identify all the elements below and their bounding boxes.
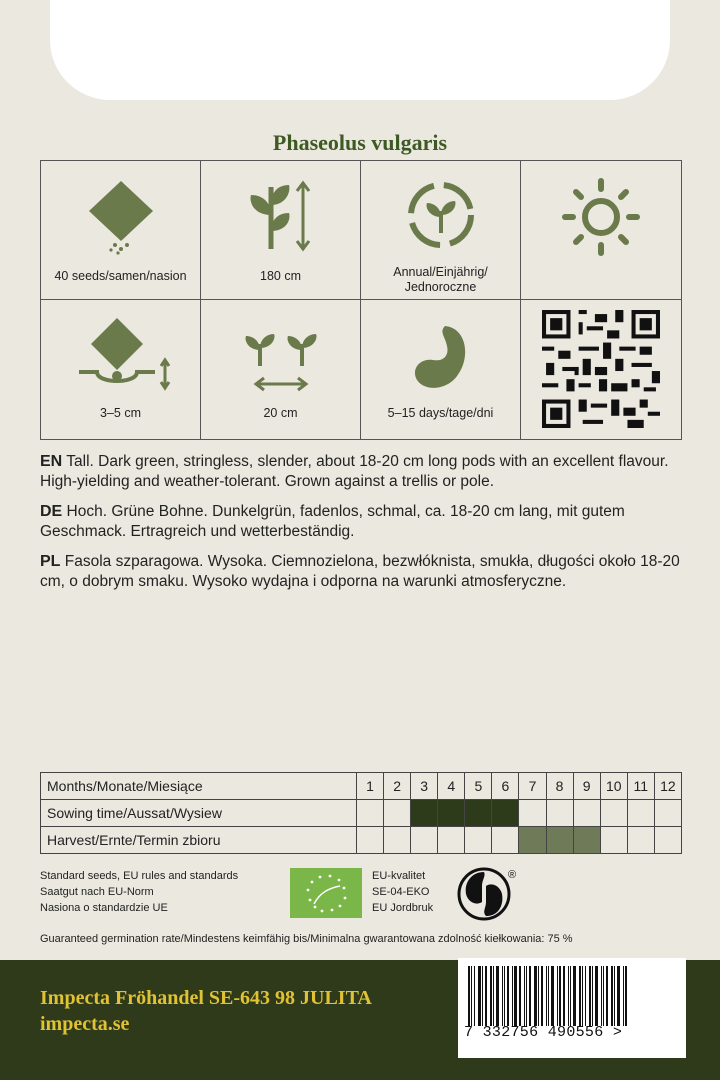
- harvest-row: [41, 827, 682, 854]
- harvest-label: Harvest/Ernte/Termin zbioru: [41, 827, 357, 854]
- icon-grid: [40, 160, 682, 440]
- sowing-month-cell: [600, 800, 627, 827]
- harvest-month-cell: [465, 827, 492, 854]
- sowing-month-cell: [492, 800, 519, 827]
- barcode-bar: [603, 966, 604, 1026]
- sowing-row: [41, 800, 682, 827]
- barcode-bar: [595, 966, 598, 1026]
- barcode-bar: [582, 966, 583, 1026]
- sowing-month-cell: [356, 800, 383, 827]
- hang-hole-cutout: [50, 0, 670, 100]
- sowing-month-cell: [627, 800, 654, 827]
- spacing-cell: [201, 300, 361, 439]
- harvest-month-cell: [384, 827, 411, 854]
- plant-height-icon: [241, 175, 321, 255]
- barcode-bar: [568, 966, 569, 1026]
- barcode-bar: [519, 966, 521, 1026]
- sowing-month-cell: [384, 800, 411, 827]
- barcode-bar: [474, 966, 475, 1026]
- germination-cell: [361, 300, 521, 439]
- barcode-bar: [589, 966, 591, 1026]
- annual-cycle-icon: [401, 175, 481, 255]
- barcode-bar: [485, 966, 487, 1026]
- harvest-month-cell: [627, 827, 654, 854]
- barcode-bar: [563, 966, 565, 1026]
- lang-code-pl: PL: [40, 553, 61, 570]
- plant-spacing-icon: [236, 314, 326, 394]
- month-cell: 1: [356, 773, 383, 800]
- lifecycle-label-2: Jednoroczne: [404, 280, 477, 294]
- eu-organic-line-3: EU Jordbruk: [372, 902, 434, 914]
- barcode-bar: [617, 966, 620, 1026]
- harvest-month-cell: [519, 827, 546, 854]
- height-cell: [201, 161, 361, 300]
- barcode-bar: [514, 966, 517, 1026]
- lifecycle-cell: [361, 161, 521, 300]
- month-cell: 5: [465, 773, 492, 800]
- barcode-bar: [614, 966, 615, 1026]
- barcode-bar: [625, 966, 627, 1026]
- barcode-bar: [478, 966, 481, 1026]
- barcode-bar: [524, 966, 525, 1026]
- harvest-month-cell: [573, 827, 600, 854]
- barcode-bar: [548, 966, 549, 1026]
- barcode-bar: [490, 966, 492, 1026]
- barcode-number: 7 332756 490556 >: [464, 1024, 623, 1041]
- company-info: [40, 985, 372, 1037]
- barcode-bar: [570, 966, 571, 1026]
- description-en: [40, 452, 680, 492]
- barcode-bars: [468, 966, 676, 1026]
- latin-name: Phaseolus vulgaris: [272, 130, 448, 155]
- month-cell: 6: [492, 773, 519, 800]
- months-header: Months/Monate/Miesiące: [41, 773, 357, 800]
- sun-icon: [559, 175, 643, 259]
- description-pl-text: Fasola szparagowa. Wysoka. Ciemnozielona, bezwłóknista, smukła, długości około 18-20 cm, o dobrym smaku. Wysoko wydajna i odporna na warunki atmosferyczne.: [40, 553, 680, 590]
- height-label: 180 cm: [260, 269, 301, 283]
- barcode-bar: [504, 966, 505, 1026]
- standards-text: [40, 868, 238, 916]
- lifecycle-label-1: Annual/Einjährig/: [393, 265, 488, 279]
- description-de-text: Hoch. Grüne Bohne. Dunkelgrün, fadenlos, schmal, ca. 18-20 cm lang, mit gutem Geschmack. Ertragreich und wetterbeständig.: [40, 503, 625, 540]
- description-en-text: Tall. Dark green, stringless, slender, about 18-20 cm long pods with an excellent flavour. High-yielding and weather-tolerant. Grown against a trellis or pole.: [40, 453, 669, 490]
- depth-label: 3–5 cm: [100, 406, 141, 420]
- seeds-cell: [41, 161, 201, 300]
- sowing-label: Sowing time/Aussat/Wysiew: [41, 800, 357, 827]
- month-cell: 12: [654, 773, 681, 800]
- barcode-bar: [601, 966, 602, 1026]
- month-cell: 7: [519, 773, 546, 800]
- germinating-seed-icon: [401, 314, 481, 398]
- harvest-month-cell: [356, 827, 383, 854]
- barcode-bar: [585, 966, 586, 1026]
- germination-rate: Guaranteed germination rate/Mindestens keimfähig bis/Minimalna gwarantowana zdolność kiełkowania: 75 %: [40, 933, 573, 945]
- barcode-bar: [507, 966, 509, 1026]
- month-cell: 4: [438, 773, 465, 800]
- month-cell: 10: [600, 773, 627, 800]
- eu-organic-line-2: SE-04-EKO: [372, 886, 430, 898]
- harvest-month-cell: [438, 827, 465, 854]
- sowing-month-cell: [411, 800, 438, 827]
- barcode-bar: [468, 966, 470, 1026]
- barcode-bar: [592, 966, 593, 1026]
- barcode-bar: [496, 966, 499, 1026]
- month-cell: 2: [384, 773, 411, 800]
- barcode-bar: [557, 966, 558, 1026]
- sowing-month-cell: [546, 800, 573, 827]
- month-cell: 8: [546, 773, 573, 800]
- sowing-calendar: [40, 772, 682, 854]
- lang-code-de: DE: [40, 503, 63, 520]
- calendar-header-row: [41, 773, 682, 800]
- harvest-month-cell: [492, 827, 519, 854]
- month-cell: 9: [573, 773, 600, 800]
- barcode-bar: [546, 966, 547, 1026]
- seed-packet-icon: [81, 175, 161, 255]
- sowing-month-cell: [465, 800, 492, 827]
- sowing-month-cell: [573, 800, 600, 827]
- barcode-bar: [512, 966, 513, 1026]
- harvest-month-cell: [411, 827, 438, 854]
- barcode-bar: [623, 966, 624, 1026]
- description-pl: [40, 552, 680, 592]
- harvest-month-cell: [600, 827, 627, 854]
- company-address: Impecta Fröhandel SE-643 98 JULITA: [40, 987, 372, 1009]
- sowing-depth-icon: [71, 314, 171, 394]
- barcode-bar: [541, 966, 543, 1026]
- seeds-label: 40 seeds/samen/nasion: [54, 269, 187, 283]
- barcode-bar: [534, 966, 537, 1026]
- barcode-bar: [559, 966, 561, 1026]
- svg-text:®: ®: [508, 869, 517, 881]
- germination-label: 5–15 days/tage/dni: [387, 406, 494, 420]
- eu-organic-text: [372, 868, 433, 916]
- barcode-bar: [538, 966, 539, 1026]
- standards-line-2: Saatgut nach EU-Norm: [40, 886, 154, 898]
- barcode-bar: [611, 966, 613, 1026]
- sun-cell: [521, 161, 681, 300]
- standards-line-3: Nasiona o standardzie UE: [40, 902, 168, 914]
- depth-cell: [41, 300, 201, 439]
- barcode-bar: [529, 966, 531, 1026]
- barcode-bar: [606, 966, 608, 1026]
- barcode-bar: [493, 966, 494, 1026]
- standards-line-1: Standard seeds, EU rules and standards: [40, 870, 239, 882]
- qr-cell: [521, 300, 681, 439]
- month-cell: 11: [627, 773, 654, 800]
- description-de: [40, 502, 680, 542]
- month-cell: 3: [411, 773, 438, 800]
- harvest-month-cell: [546, 827, 573, 854]
- barcode-bar: [471, 966, 472, 1026]
- eu-organic-leaf-logo: [290, 868, 362, 918]
- qr-code-icon[interactable]: [542, 310, 660, 428]
- lang-code-en: EN: [40, 453, 63, 470]
- harvest-month-cell: [654, 827, 681, 854]
- sowing-month-cell: [519, 800, 546, 827]
- barcode-bar: [579, 966, 581, 1026]
- barcode-bar: [502, 966, 503, 1026]
- green-dot-recycling-icon: [456, 866, 522, 922]
- sowing-month-cell: [438, 800, 465, 827]
- barcode-bar: [573, 966, 576, 1026]
- barcode-bar: [482, 966, 483, 1026]
- eu-organic-line-1: EU-kvalitet: [372, 870, 426, 882]
- sowing-month-cell: [654, 800, 681, 827]
- barcode-bar: [551, 966, 554, 1026]
- spacing-label: 20 cm: [263, 406, 298, 420]
- company-website[interactable]: impecta.se: [40, 1013, 130, 1035]
- barcode-bar: [526, 966, 527, 1026]
